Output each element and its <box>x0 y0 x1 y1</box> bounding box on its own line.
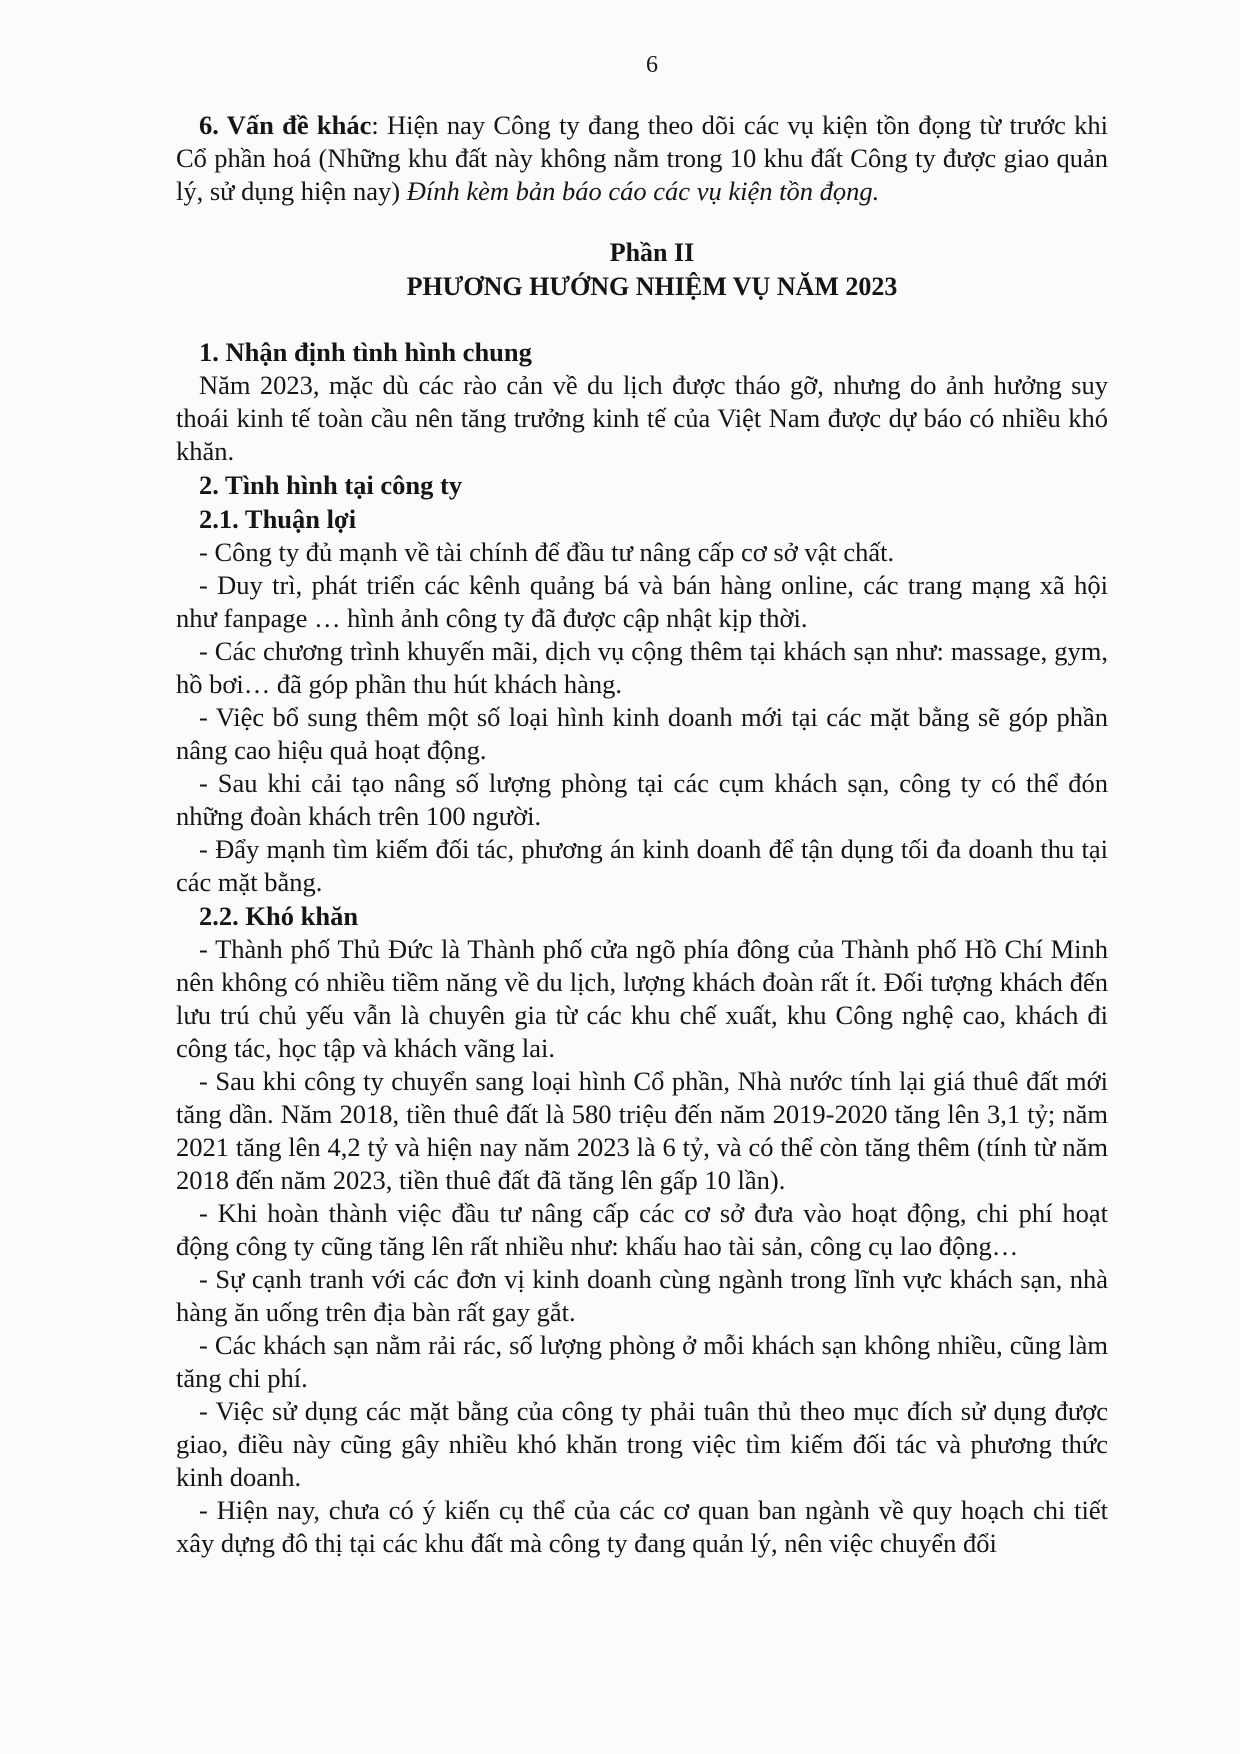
page-number: 6 <box>646 52 658 78</box>
difficulty-item: - Việc sử dụng các mặt bằng của công ty phải tuân thủ theo mục đích sử dụng được giao, điều này cũng gây nhiều khó khăn trong việc tìm kiếm đối tác và phương thức kinh doanh. <box>176 1396 1108 1492</box>
advantage-item: - Đẩy mạnh tìm kiếm đối tác, phương án kinh doanh để tận dụng tối đa doanh thu tại các mặt bằng. <box>176 834 1108 897</box>
difficulty-item: - Sau khi công ty chuyển sang loại hình Cổ phần, Nhà nước tính lại giá thuê đất mới tăng dần. Năm 2018, tiền thuê đất là 580 triệu đến năm 2019-2020 tăng lên 3,1 tỷ; năm 2021 tăng lên 4,2 tỷ và hiện nay năm 2023 là 6 tỷ, và có thể còn tăng thêm (tính từ năm 2018 đến năm 2023, tiền thuê đất đã tăng lên gấp 10 lần). <box>176 1066 1108 1195</box>
advantage-item: - Các chương trình khuyến mãi, dịch vụ cộng thêm tại khách sạn như: massage, gym, hồ bơi… đã góp phần thu hút khách hàng. <box>176 636 1108 699</box>
advantage-item: - Sau khi cải tạo nâng số lượng phòng tại các cụm khách sạn, công ty có thể đón những đoàn khách trên 100 người. <box>176 768 1108 831</box>
advantage-item: - Việc bổ sung thêm một số loại hình kinh doanh mới tại các mặt bằng sẽ góp phần nâng cao hiệu quả hoạt động. <box>176 702 1108 765</box>
paragraph-general-assessment: Năm 2023, mặc dù các rào cản về du lịch được tháo gỡ, nhưng do ảnh hưởng suy thoái kinh tế toàn cầu nên tăng trưởng kinh tế của Việt Nam được dự báo có nhiều khó khăn. <box>176 370 1108 466</box>
difficulty-item: - Hiện nay, chưa có ý kiến cụ thể của các cơ quan ban ngành về quy hoạch chi tiết xây dựng đô thị tại các khu đất mà công ty đang quản lý, nên việc chuyển đổi <box>176 1495 1108 1558</box>
heading-general-assessment: 1. Nhận định tình hình chung <box>199 337 532 367</box>
advantage-item: - Công ty đủ mạnh về tài chính để đầu tư nâng cấp cơ sở vật chất. <box>199 537 895 567</box>
section-6-paragraph <box>176 109 1108 208</box>
heading-advantages: 2.1. Thuận lợi <box>199 504 357 534</box>
part-title: PHƯƠNG HƯỚNG NHIỆM VỤ NĂM 2023 <box>406 272 898 301</box>
heading-difficulties: 2.2. Khó khăn <box>199 901 359 931</box>
difficulty-item: - Các khách sạn nằm rải rác, số lượng phòng ở mỗi khách sạn không nhiều, cũng làm tăng chi phí. <box>176 1330 1108 1393</box>
heading-company-situation: 2. Tình hình tại công ty <box>199 470 463 500</box>
difficulty-item: - Sự cạnh tranh với các đơn vị kinh doanh cùng ngành trong lĩnh vực khách sạn, nhà hàng ăn uống trên địa bàn rất gay gắt. <box>176 1264 1108 1327</box>
section-6-text: : Hiện nay Công ty đang theo dõi các vụ kiện tồn đọng từ trước khi Cổ phần hoá (Những khu đất này không nằm trong 10 khu đất Công ty được giao quản lý, sử dụng hiện nay) <box>176 110 1108 206</box>
part-label: Phần II <box>609 238 695 267</box>
difficulty-item: - Thành phố Thủ Đức là Thành phố cửa ngõ phía đông của Thành phố Hồ Chí Minh nên không có nhiều tiềm năng về du lịch, lượng khách đoàn rất ít. Đối tượng khách đến lưu trú chủ yếu vẫn là chuyên gia từ các khu chế xuất, khu Công nghệ cao, khách đi công tác, học tập và khách vãng lai. <box>176 934 1108 1063</box>
section-6-attachment-note: Đính kèm bản báo cáo các vụ kiện tồn đọng. <box>406 176 880 206</box>
difficulty-item: - Khi hoàn thành việc đầu tư nâng cấp các cơ sở đưa vào hoạt động, chi phí hoạt động công ty cũng tăng lên rất nhiều như: khấu hao tài sản, công cụ lao động… <box>176 1198 1108 1261</box>
section-6-label: 6. Vấn đề khác <box>199 110 372 140</box>
advantage-item: - Duy trì, phát triển các kênh quảng bá và bán hàng online, các trang mạng xã hội như fanpage … hình ảnh công ty đã được cập nhật kịp thời. <box>176 570 1108 633</box>
